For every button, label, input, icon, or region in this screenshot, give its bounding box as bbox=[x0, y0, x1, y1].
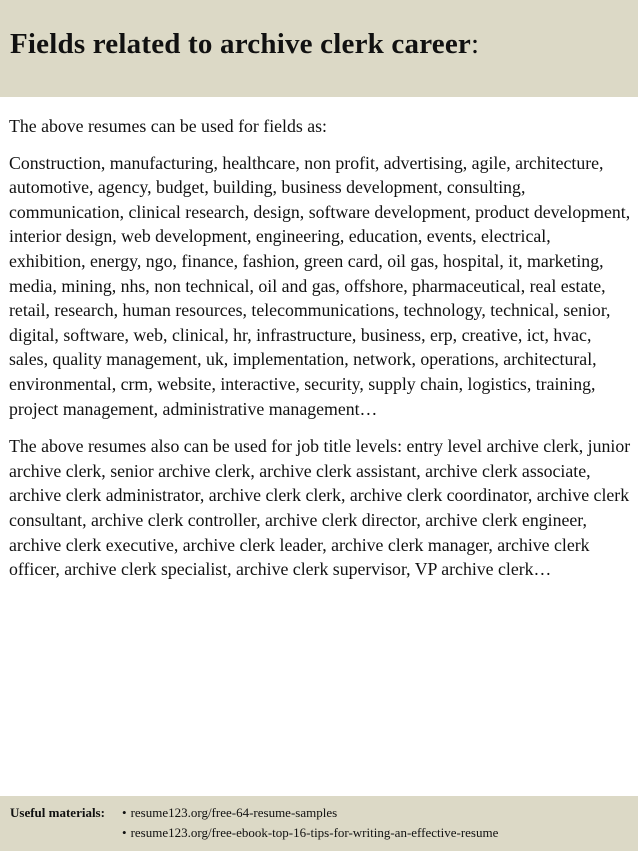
bullet-icon: • bbox=[122, 805, 127, 820]
footer-banner bbox=[0, 796, 638, 851]
list-item bbox=[122, 823, 498, 843]
useful-materials-label-text: Useful materials bbox=[10, 805, 101, 820]
intro-text: The above resumes can be used for fields as: bbox=[9, 116, 327, 136]
fields-list: Construction, manufacturing, healthcare, non profit, advertising, agile, architecture, automotive, agency, budget, building, business development, consulting, communication, clinical research, design, software development, product development, interior design, web development, engineering, education, events, electrical, exhibition, energy, ngo, finance, fashion, green card, oil gas, hospital, it, marketing, media, mining, nhs, non technical, oil and gas, offshore, pharmaceutical, real estate, retail, research, human resources, telecommunications, technology, technical, senior, digital, software, web, clinical, hr, infrastructure, business, erp, creative, ict, hvac, sales, quality management, uk, implementation, network, operations, architectural, environmental, crm, website, interactive, security, supply chain, logistics, training, project management, administrative management… bbox=[9, 152, 631, 419]
useful-materials-label-sep: : bbox=[100, 805, 105, 820]
page-title-text: Fields related to archive clerk career bbox=[10, 28, 471, 60]
header-banner bbox=[0, 0, 638, 97]
list-item bbox=[122, 803, 498, 823]
useful-materials-label bbox=[10, 803, 105, 823]
ebook-tips-link[interactable]: resume123.org/free-ebook-top-16-tips-for-writing-an-effective-resume bbox=[130, 825, 499, 840]
resume-samples-link[interactable]: resume123.org/free-64-resume-samples bbox=[130, 805, 338, 820]
main-content bbox=[9, 114, 631, 595]
page-title bbox=[10, 28, 479, 61]
job-levels-text: The above resumes also can be used for job title levels: entry level archive clerk, junior archive clerk, senior archive clerk, archive clerk assistant, archive clerk associate, archive clerk administrator, archive clerk clerk, archive clerk coordinator, archive clerk consultant, archive clerk controller, archive clerk director, archive clerk engineer, archive clerk executive, archive clerk leader, archive clerk manager, archive clerk officer, archive clerk specialist, archive clerk supervisor, VP archive clerk… bbox=[9, 436, 631, 580]
useful-materials-links bbox=[122, 803, 498, 843]
page-title-colon: : bbox=[470, 28, 480, 60]
bullet-icon: • bbox=[122, 825, 127, 840]
